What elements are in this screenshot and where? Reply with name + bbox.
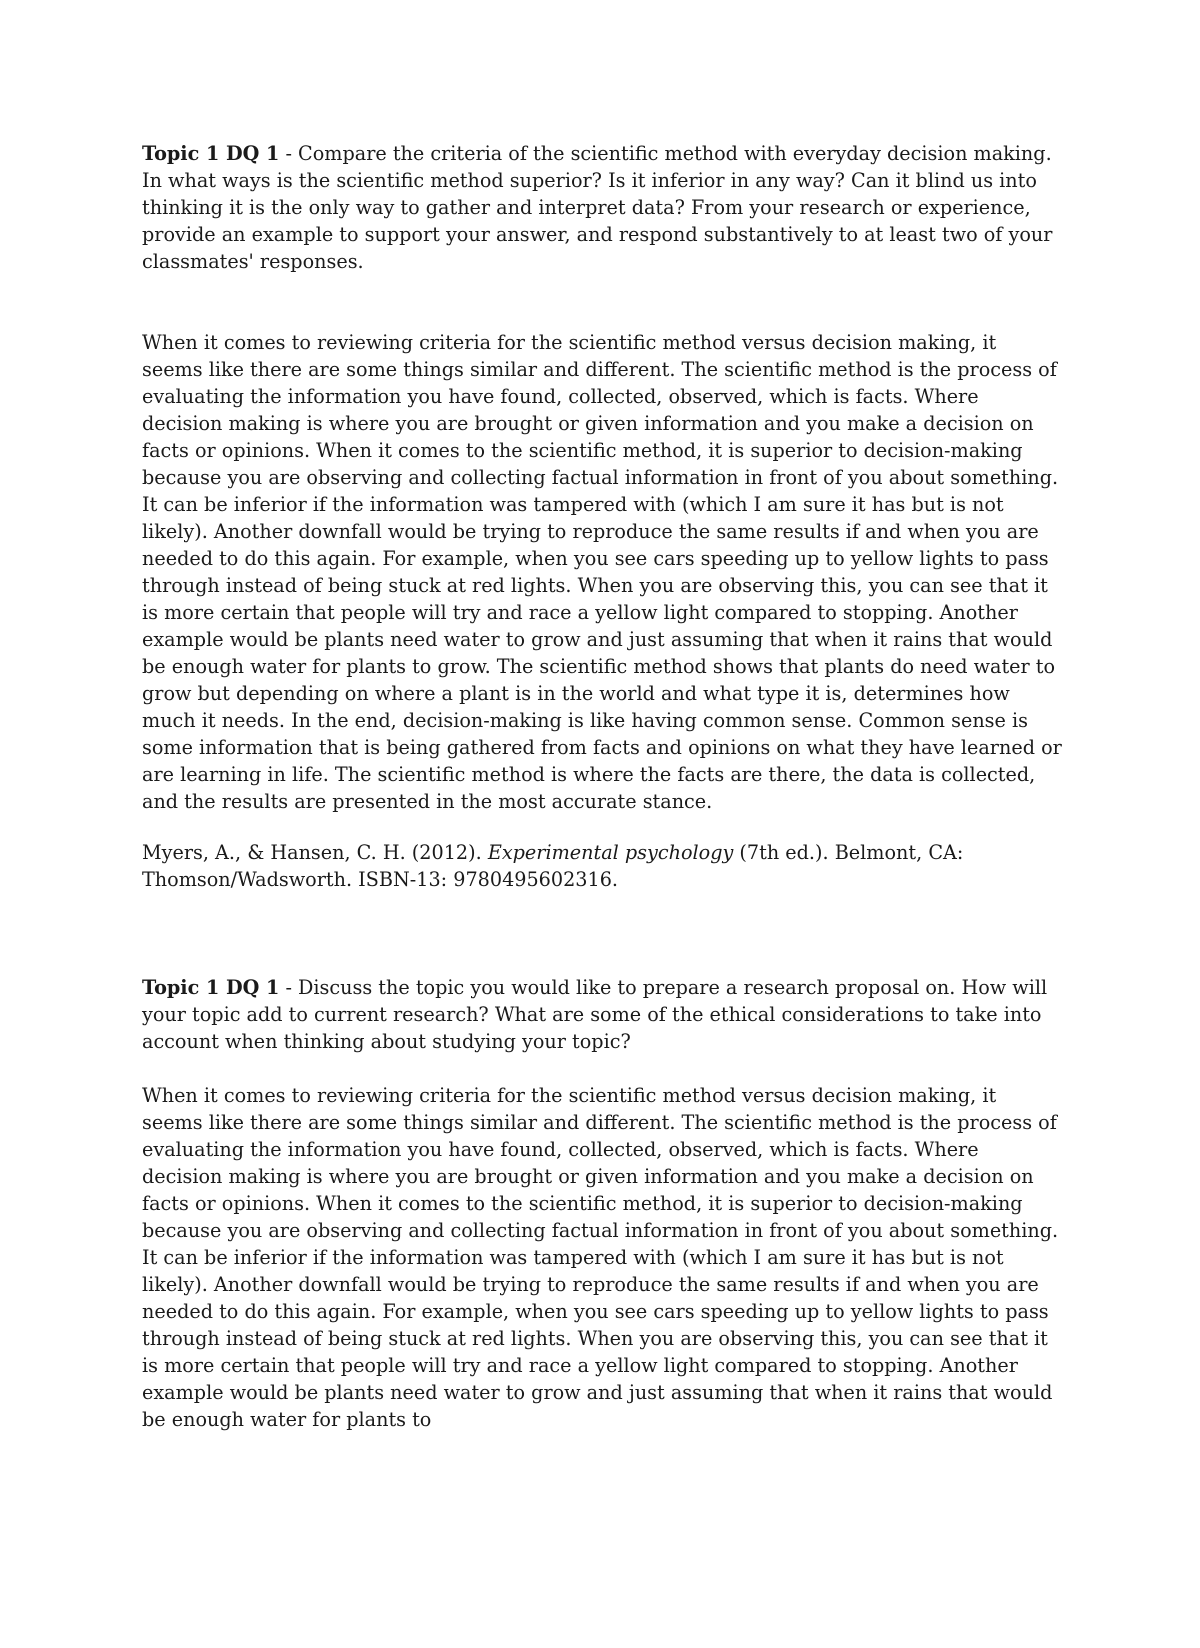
spacer <box>142 893 1062 974</box>
response-1: When it comes to reviewing criteria for the scientific method versus decision making, it seems like there are some things similar and different. The scientific method is the process of evaluating the information you have found, collected, observed, which is facts. Where decision making is where you are brought or given information and you make a decision on facts or opinions. When it comes to the scientific method, it is superior to decision-making because you are observing and collecting factual information in front of you about something. It can be inferior if the information was tampered with (which I am sure it has but is not likely). Another downfall would be trying to reproduce the same results if and when you are needed to do this again. For example, when you see cars speeding up to yellow lights to pass through instead of being stuck at red lights. When you are observing this, you can see that it is more certain that people will try and race a yellow light compared to stopping. Another example would be plants need water to grow and just assuming that when it rains that would be enough water for plants to grow. The scientific method shows that plants do need water to grow but depending on where a plant is in the world and what type it is, determines how much it needs. In the end, decision-making is like having common sense. Common sense is some information that is being gathered from facts and opinions on what they have learned or are learning in life. The scientific method is where the facts are there, the data is collected, and the results are presented in the most accurate stance. <box>142 331 1062 813</box>
document-body <box>142 140 1062 1648</box>
spacer <box>142 275 1062 329</box>
reference-publisher: (7th ed.). Belmont, CA: Thomson/Wadsworth. ISBN-13: 9780495602316. <box>142 841 964 891</box>
response-2: When it comes to reviewing criteria for the scientific method versus decision making, it seems like there are some things similar and different. The scientific method is the process of evaluating the information you have found, collected, observed, which is facts. Where decision making is where you are brought or given information and you make a decision on facts or opinions. When it comes to the scientific method, it is superior to decision-making because you are observing and collecting factual information in front of you about something. It can be inferior if the information was tampered with (which I am sure it has but is not likely). Another downfall would be trying to reproduce the same results if and when you are needed to do this again. For example, when you see cars speeding up to yellow lights to pass through instead of being stuck at red lights. When you are observing this, you can see that it is more certain that people will try and race a yellow light compared to stopping. Another example would be plants need water to grow and just assuming that when it rains that would be enough water for plants to <box>142 1084 1059 1431</box>
response-2-container <box>142 1082 1062 1648</box>
question-1-label: Topic 1 DQ 1 <box>142 142 280 165</box>
spacer <box>142 1055 1062 1082</box>
question-1 <box>142 140 1062 275</box>
question-2-prompt: - Discuss the topic you would like to prepare a research proposal on. How will your topic add to current research? What are some of the ethical considerations to take into account when thinking about studying your topic? <box>142 976 1048 1053</box>
question-1-prompt: - Compare the criteria of the scientific method with everyday decision making. In what ways is the scientific method superior? Is it inferior in any way? Can it blind us into thinking it is the only way to gather and interpret data? From your research or experience, provide an example to support your answer, and respond substantively to at least two of your classmates' responses. <box>142 142 1053 273</box>
question-2-label: Topic 1 DQ 1 <box>142 976 280 999</box>
spacer <box>142 815 1062 839</box>
question-2 <box>142 974 1062 1055</box>
reference-citation <box>142 839 1062 893</box>
reference-title: Experimental psychology <box>487 841 734 864</box>
reference-authors: Myers, A., & Hansen, C. H. (2012). <box>142 841 488 864</box>
